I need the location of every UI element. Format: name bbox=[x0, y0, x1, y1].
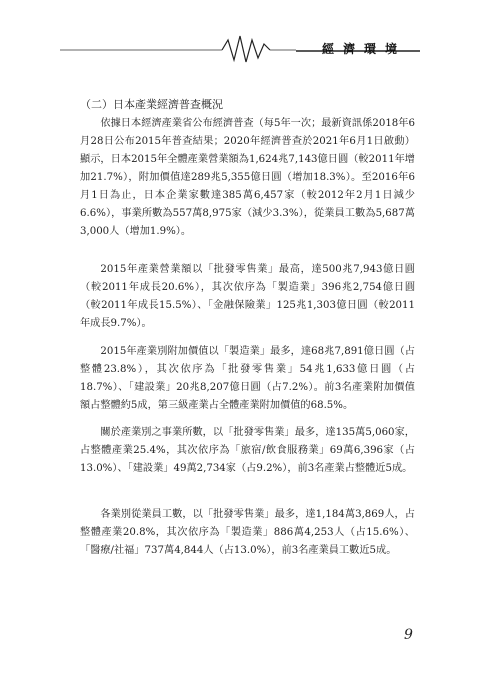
header-title: 經濟環境 bbox=[321, 42, 406, 56]
paragraph-value-added: 2015年產業別附加價值以「製造業」最多，達68兆7,891億日圓（占整體23.8%），其次依序為「批發零售業」54兆1,633億日圓（占18.7%）、「建設業」20兆8,207億日圓（占7.2%）。前3名產業附加價值額占整體約5成，第三級產業占全體產業附加價值的68.5%。 bbox=[80, 346, 415, 411]
page-number: 9 bbox=[404, 627, 413, 643]
section-heading: （二）日本產業經濟普查概況 bbox=[80, 98, 223, 111]
paragraph-employees: 各業別從業員工數，以「批發零售業」最多，達1,184萬3,869人，占整體產業20.8%，其次依序為「製造業」886萬4,253人（占15.6%）、「醫療/社福」737萬4,844人（占13.0%），前3名產業員工數近5成。 bbox=[80, 509, 415, 556]
paragraph-revenue: 2015年產業營業額以「批發零售業」最高，達500兆7,943億日圓（較2011年成長20.6%），其次依序為「製造業」396兆2,754億日圓（較2011年成長15.5%）、「金融保險業」125兆1,303億日圓（較2011年成長9.7%）。 bbox=[80, 264, 415, 329]
paragraph-establishments: 關於產業別之事業所數，以「批發零售業」最多，達135萬5,060家，占整體產業25.4%，其次依序為「旅宿/飲食服務業」69萬6,396家（占13.0%）、「建設業」49萬2,734家（占9.2%），前3名產業占整體近5成。 bbox=[80, 427, 415, 474]
heartbeat-line-ornament bbox=[0, 0, 480, 70]
paragraph-overview: 依據日本經濟產業省公布經濟普查（每5年一次；最新資訊係2018年6月28日公布2015年普查結果；2020年經濟普查於2021年6月1日啟動）顯示，日本2015年全體產業營業額為1,624兆7,143億日圓（較2011年增加21.7%），附加價值達289兆5,355億日圓（增加18.3%）。至2016年6月1日為止，日本企業家數達385萬6,457家（較2012年2月1日減少6.6%），事業所數為557萬8,975家（減少3.3%），從業員工數為5,687萬3,000人（增加1.9%）。 bbox=[80, 118, 415, 237]
page-header bbox=[0, 0, 480, 70]
